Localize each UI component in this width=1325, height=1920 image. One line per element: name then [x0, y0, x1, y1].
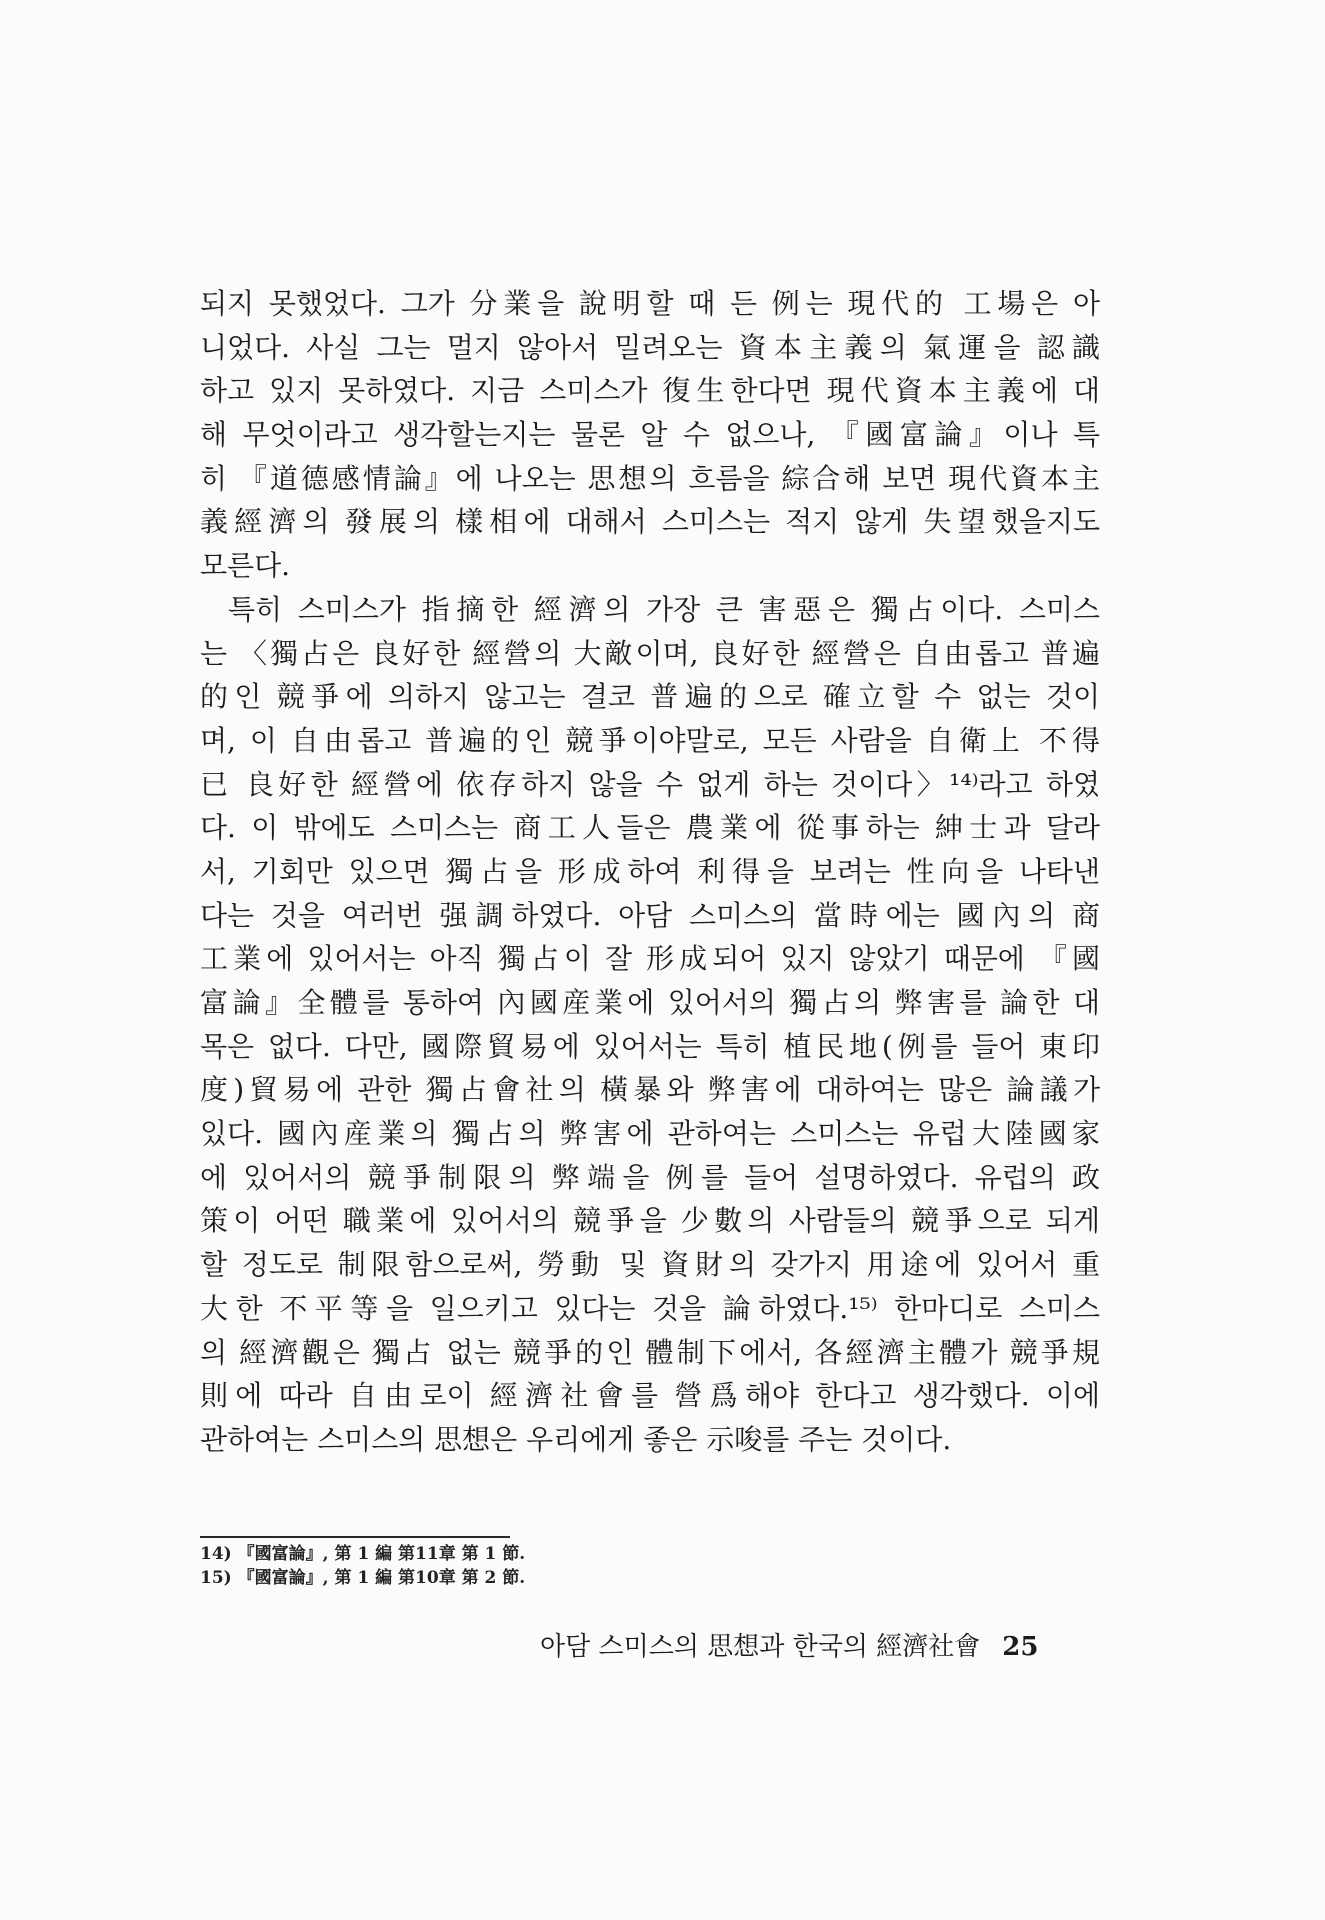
- text-line: 하고 있지 못하였다. 지금 스미스가 復生한다면 現代資本主義에 대: [200, 374, 1100, 408]
- text-line: 되지 못했었다. 그가 分業을 說明할 때 든 例는 現代的 工場은 아: [200, 287, 1100, 320]
- paragraph-2: [200, 588, 1100, 1462]
- text-line: 목은 없다. 다만, 國際貿易에 있어서는 특히 植民地(例를 들어 東印: [200, 1029, 1100, 1063]
- text-line: 다는 것을 여러번 强調하였다. 아담 스미스의 當時에는 國內의 商: [200, 898, 1100, 932]
- footnote-15: 15) 『國富論』, 第 1 編 第10章 第 2 節.: [200, 1568, 526, 1588]
- text-line: 며, 이 自由롭고 普遍的인 競爭이야말로, 모든 사람을 自衛上 不得: [200, 723, 1100, 757]
- text-line: 서, 기회만 있으면 獨占을 形成하여 利得을 보려는 性向을 나타낸: [200, 854, 1100, 888]
- text-line: 특히 스미스가 指摘한 經濟의 가장 큰 害惡은 獨占이다. 스미스: [228, 592, 1100, 626]
- text-line: 있다. 國內産業의 獨占의 弊害에 관하여는 스미스는 유럽大陸國家: [200, 1117, 1100, 1151]
- running-footer-title: 아담 스미스의 思想과 한국의 經濟社會: [540, 1632, 981, 1662]
- text-line: 해 무엇이라고 생각할는지는 물론 알 수 없으나, 『國富論』이나 특: [200, 418, 1100, 452]
- running-footer: [540, 1626, 1100, 1663]
- text-line: 義經濟의 發展의 樣相에 대해서 스미스는 적지 않게 失望했을지도: [200, 505, 1100, 539]
- text-line: 는 〈獨占은 良好한 經營의 大敵이며, 良好한 經營은 自由롭고 普遍: [200, 636, 1100, 670]
- text-line: 히 『道德感情論』에 나오는 思想의 흐름을 綜合해 보면 現代資本主: [200, 461, 1100, 495]
- text-line: 策이 어떤 職業에 있어서의 競爭을 少數의 사람들의 競爭으로 되게: [200, 1204, 1100, 1238]
- text-line: 다. 이 밖에도 스미스는 商工人들은 農業에 從事하는 紳士과 달라: [200, 811, 1100, 845]
- footnotes: [200, 1542, 800, 1590]
- text-line: 的인 競爭에 의하지 않고는 결코 普遍的으로 確立할 수 없는 것이: [200, 680, 1100, 714]
- text-line: 大한 不平等을 일으키고 있다는 것을 論하였다.¹⁵⁾ 한마디로 스미스: [200, 1291, 1100, 1325]
- text-line: 富論』全體를 통하여 內國産業에 있어서의 獨占의 弊害를 論한 대: [200, 986, 1100, 1019]
- footnote-14: 14) 『國富論』, 第 1 編 第11章 第 1 節.: [200, 1544, 526, 1564]
- text-line: 度)貿易에 관한 獨占會社의 橫暴와 弊害에 대하여는 많은 論議가: [200, 1073, 1100, 1107]
- text-line: 則에 따라 自由로이 經濟社會를 營爲해야 한다고 생각했다. 이에: [200, 1379, 1100, 1413]
- text-line: 니었다. 사실 그는 멀지 않아서 밀려오는 資本主義의 氣運을 認識: [200, 330, 1100, 364]
- page-number: 25: [1002, 1632, 1039, 1662]
- text-line: 工業에 있어서는 아직 獨占이 잘 形成되어 있지 않았기 때문에 『國: [200, 942, 1100, 976]
- paragraph-1: [200, 282, 1100, 588]
- text-line: 모른다.: [200, 549, 291, 583]
- text-line: 의 經濟觀은 獨占 없는 競爭的인 體制下에서, 各經濟主體가 競爭規: [200, 1335, 1100, 1369]
- text-line: 할 정도로 制限함으로써, 勞動 및 資財의 갖가지 用途에 있어서 重: [200, 1248, 1100, 1282]
- text-line: 에 있어서의 競爭制限의 弊端을 例를 들어 설명하였다. 유럽의 政: [200, 1160, 1100, 1194]
- body-text: [200, 282, 1100, 1462]
- text-line: 已 良好한 經營에 依存하지 않을 수 없게 하는 것이다〉¹⁴⁾라고 하였: [200, 767, 1100, 801]
- footnote-divider: [200, 1536, 510, 1538]
- text-line: 관하여는 스미스의 思想은 우리에게 좋은 示唆를 주는 것이다.: [200, 1422, 952, 1456]
